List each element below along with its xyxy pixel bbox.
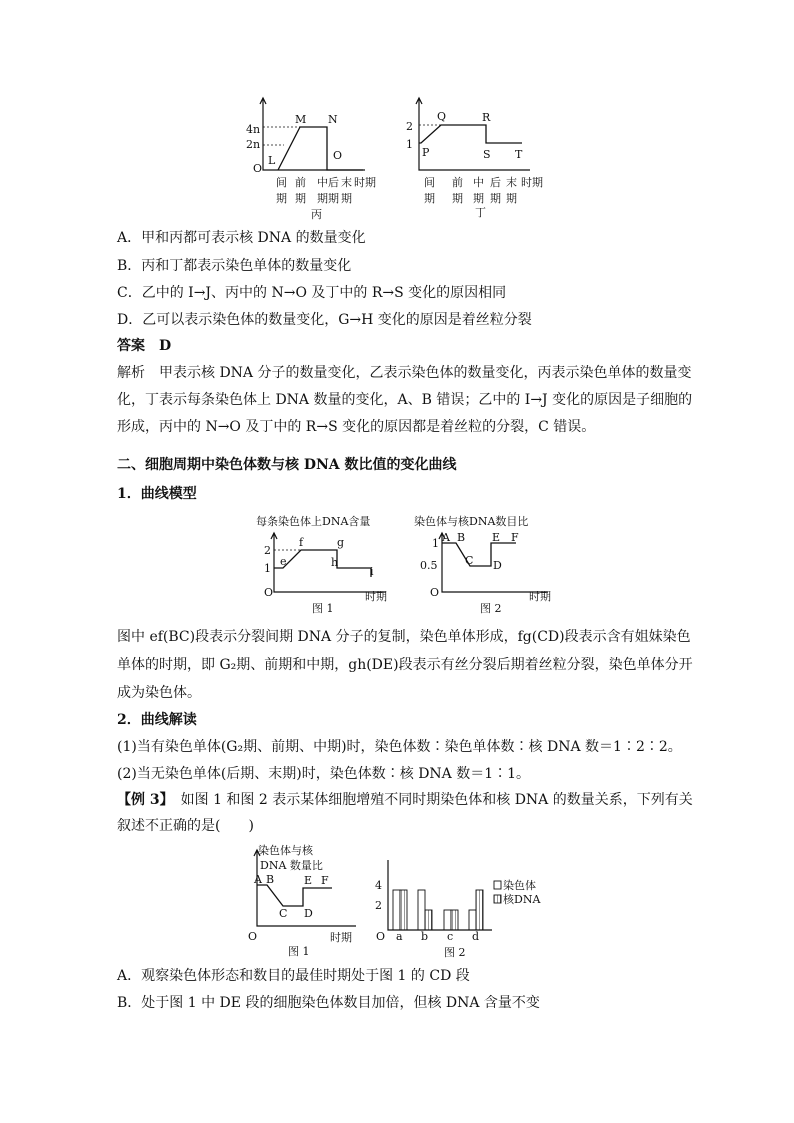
x-label: 期: [452, 192, 463, 205]
bar-c-chromosome: [444, 910, 451, 930]
point-F: F: [321, 874, 329, 887]
chart-title-line1: 染色体与核: [258, 844, 313, 857]
point-e: e: [280, 555, 287, 568]
bar-c-dna: [451, 910, 458, 930]
point-T: T: [515, 148, 523, 161]
point-N: N: [328, 113, 338, 126]
legend-dna: 核DNA: [503, 893, 541, 906]
option-d: D．乙可以表示染色体的数量变化，G→H 变化的原因是着丝粒分裂: [117, 312, 532, 328]
point-E: E: [492, 531, 501, 544]
x-label: 后: [490, 176, 501, 189]
category-label: d: [472, 930, 480, 943]
category-label: a: [396, 930, 403, 943]
category-label: c: [447, 930, 454, 943]
analysis: 解析 甲表示核 DNA 分子的数量变化，乙表示染色体的数量变化，丙表示染色单体的数量变化，丁表示每条染色体上 DNA 数量的变化，A、B 错误；乙中的 I→J 变化的原因是子细胞的形成，丙中的 N→O 及丁中的 R→S 变化的原因都是着丝粒的分裂，C 错误。: [117, 365, 693, 435]
caption-fig2: 图 2: [480, 602, 502, 615]
point-D: D: [493, 559, 502, 572]
subsection-title: 1．曲线模型: [117, 486, 197, 502]
point-S: S: [483, 148, 491, 161]
x-label: 期: [276, 192, 287, 205]
section-title: 二、细胞周期中染色体数与核 DNA 数比值的变化曲线: [117, 457, 457, 473]
option-a: A．甲和丙都可表示核 DNA 的数量变化: [117, 230, 366, 246]
x-label: 间: [276, 176, 287, 189]
origin-label: O: [248, 930, 258, 943]
option-a: A．观察染色体形态和数目的最佳时期处于图 1 的 CD 段: [117, 968, 470, 984]
caption-fig2: 图 2: [444, 946, 466, 959]
interp-2: (2)当无染色单体(后期、末期)时，染色体数∶核 DNA 数＝1∶1。: [117, 766, 531, 782]
x-label: 期: [295, 192, 306, 205]
option-c: C．乙中的 I→J、丙中的 N→O 及丁中的 R→S 变化的原因相同: [117, 285, 507, 301]
origin-label: O: [253, 162, 263, 175]
x-axis-label: 时期: [365, 590, 387, 603]
x-label: 期: [473, 192, 484, 205]
x-label: 中: [473, 176, 484, 189]
point-L: L: [268, 154, 276, 167]
bar-a-dna: [400, 890, 407, 930]
graph-model-fig2: [408, 511, 568, 619]
point-h: h: [331, 556, 339, 569]
chart-title: 每条染色体上DNA含量: [256, 515, 371, 528]
point-B: B: [266, 873, 275, 886]
point-g: g: [337, 536, 345, 549]
chart-title-line2: DNA 数量比: [260, 859, 323, 872]
y-tick-4: 4: [375, 879, 382, 892]
y-tick-1: 1: [432, 537, 439, 550]
point-P: P: [422, 146, 430, 159]
bar-chart: [368, 860, 568, 962]
point-E: E: [304, 874, 313, 887]
x-axis-label: 时期: [330, 931, 352, 944]
bar-b-dna: [425, 910, 432, 930]
caption-fig1: 图 1: [312, 602, 334, 615]
point-C: C: [465, 554, 474, 567]
graph-bing: [240, 92, 400, 222]
point-A: A: [442, 531, 450, 544]
point-A: A: [254, 873, 262, 886]
legend-chromosome: 染色体: [503, 879, 536, 892]
example-question: [117, 787, 695, 839]
x-label: 间: [424, 176, 435, 189]
point-D: D: [304, 907, 313, 920]
x-axis-label: 时期: [529, 590, 551, 603]
origin-label: O: [264, 586, 274, 599]
subsection-title: 2．曲线解读: [117, 712, 197, 728]
point-F: F: [511, 531, 519, 544]
y-tick-2: 2: [264, 544, 271, 557]
point-C: C: [279, 907, 288, 920]
point-i: i: [370, 565, 374, 578]
model-paragraph: 图中 ef(BC)段表示分裂间期 DNA 分子的复制，染色单体形成，fg(CD)段表示含有姐妹染色单体的时期，即 G₂期、前期和中期，gh(DE)段表示有丝分裂后期着丝粒分裂，染色单体分开成为染色体。: [117, 629, 693, 701]
y-tick-1: 1: [406, 138, 413, 151]
y-tick-0.5: 0.5: [420, 559, 438, 572]
y-tick-2: 2: [406, 120, 413, 133]
x-axis-label: 时期: [354, 176, 376, 189]
x-label: 期: [424, 192, 435, 205]
x-label: 期期: [317, 192, 339, 205]
graph-ding: [400, 92, 560, 222]
bar-b-chromosome: [418, 890, 425, 930]
x-label: 前: [452, 176, 463, 189]
x-label: 期: [341, 192, 352, 205]
interp-1: (1)当有染色单体(G₂期、前期、中期)时，染色体数∶染色单体数∶核 DNA 数＝1∶2∶2。: [117, 739, 682, 755]
x-label: 期: [506, 192, 517, 205]
chart-title: 染色体与核DNA数目比: [414, 515, 529, 528]
example-text: 如图 1 和图 2 表示某体细胞增殖不同时期染色体和核 DNA 的数量关系，下列有关叙述不正确的是( ): [117, 792, 693, 834]
bar-d-dna: [476, 890, 483, 930]
caption-bing: 丙: [311, 208, 322, 221]
x-label: 中后: [317, 176, 339, 189]
graph-example-fig1: [248, 840, 378, 962]
y-tick-2: 2: [375, 899, 382, 912]
option-b: B．处于图 1 中 DE 段的细胞染色体数目加倍，但核 DNA 含量不变: [117, 995, 540, 1011]
point-M: M: [295, 113, 307, 126]
x-label: 末: [341, 176, 352, 189]
point-O: O: [333, 149, 343, 162]
caption-fig1: 图 1: [288, 945, 310, 958]
graph-model-fig1: [248, 511, 408, 619]
point-R: R: [482, 111, 491, 124]
x-axis-label: 时期: [521, 176, 543, 189]
y-tick-4n: 4n: [246, 123, 261, 136]
category-label: b: [421, 930, 429, 943]
answer: 答案 D: [117, 338, 172, 354]
y-tick-2n: 2n: [246, 138, 261, 151]
point-f: f: [299, 536, 304, 549]
point-Q: Q: [437, 110, 447, 123]
legend-swatch-chromosome: [494, 881, 501, 889]
origin-label: O: [430, 586, 440, 599]
option-b: B．丙和丁都表示染色单体的数量变化: [117, 258, 352, 274]
x-label: 期: [490, 192, 501, 205]
bar-d-chromosome: [469, 910, 476, 930]
legend-swatch-dna: [494, 895, 501, 903]
example-label: 【例 3】: [117, 792, 167, 808]
x-label: 前: [295, 176, 306, 189]
origin-label: O: [376, 930, 386, 943]
bar-a-chromosome: [393, 890, 400, 930]
y-tick-1: 1: [264, 562, 271, 575]
x-label: 末: [506, 176, 517, 189]
caption-ding: 丁: [475, 206, 486, 219]
point-B: B: [457, 531, 466, 544]
